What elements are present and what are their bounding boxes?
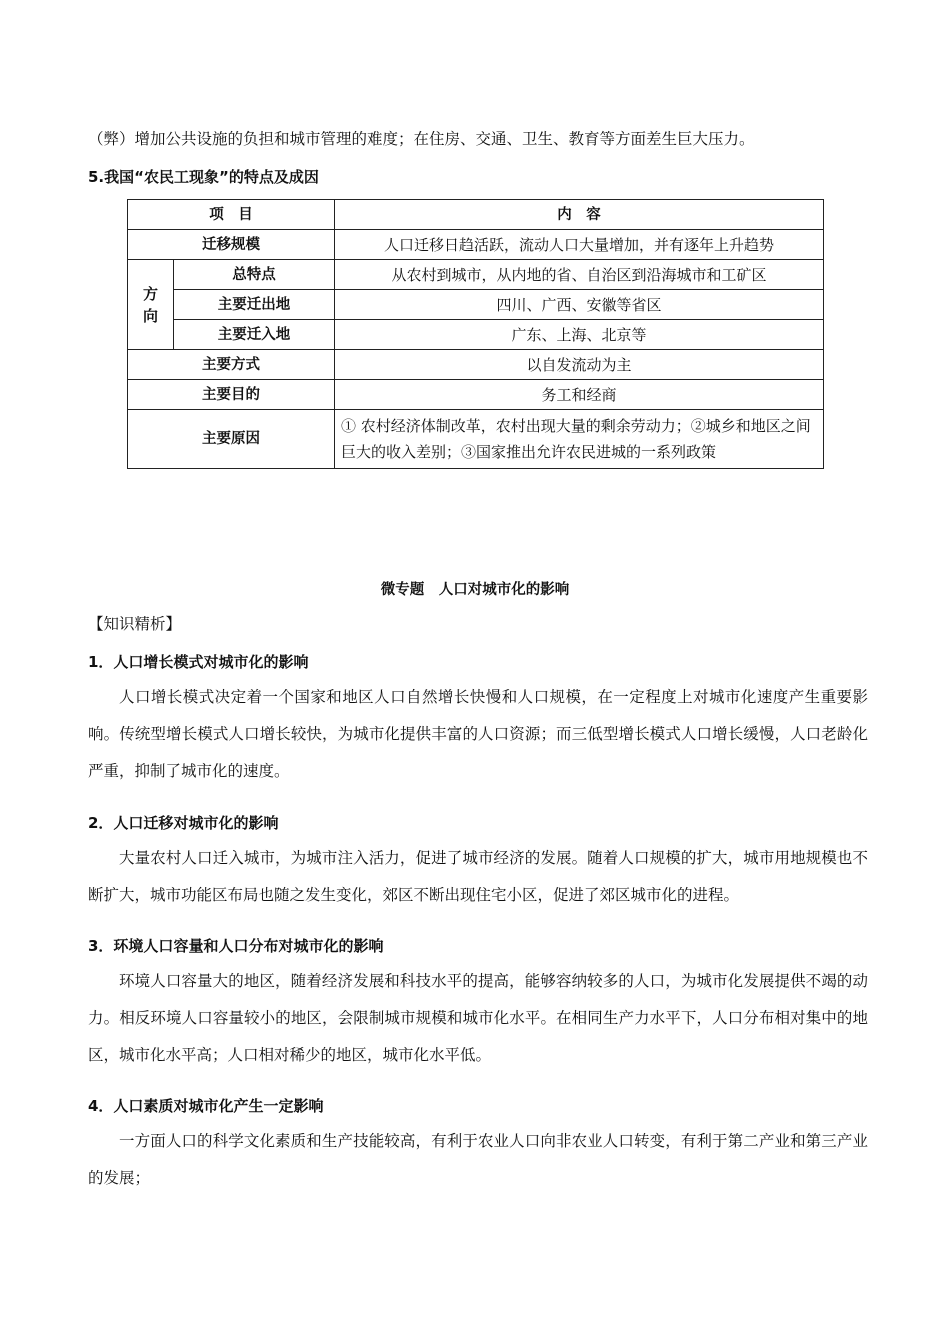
direction-text: 方向 — [143, 284, 159, 325]
scale-label: 迁移规模 — [128, 230, 335, 260]
section-body-1: 人口增长模式决定着一个国家和地区人口自然增长快慢和人口规模，在一定程度上对城市化速度产生重要影响。传统型增长模式人口增长较快，为城市化提供丰富的人口资源；而三低型增长模式人口增长缓慢，人口老龄化严重，抑制了城市化的速度。 — [88, 688, 868, 780]
out-label: 主要迁出地 — [174, 290, 335, 320]
migrant-worker-table — [127, 199, 824, 469]
purpose-value: 务工和经商 — [335, 380, 824, 410]
mode-value: 以自发流动为主 — [335, 350, 824, 380]
table-row — [128, 200, 824, 230]
section-body-4: 一方面人口的科学文化素质和生产技能较高，有利于农业人口向非农业人口转变，有利于第二产业和第三产业的发展； — [88, 1132, 868, 1187]
table-row — [128, 350, 824, 380]
table-row — [128, 230, 824, 260]
purpose-label: 主要目的 — [128, 380, 335, 410]
intro-line: （弊）增加公共设施的负担和城市管理的难度；在住房、交通、卫生、教育等方面差生巨大压力。 — [88, 130, 755, 148]
header-content: 内 容 — [335, 200, 824, 230]
section-body-3: 环境人口容量大的地区，随着经济发展和科技水平的提高，能够容纳较多的人口，为城市化发展提供不竭的动力。相反环境人口容量较小的地区，会限制城市规模和城市化水平。在相同生产力水平下，人口分布相对集中的地区，城市化水平高；人口相对稀少的地区，城市化水平低。 — [88, 972, 868, 1064]
out-value: 四川、广西、安徽等省区 — [335, 290, 824, 320]
section-title-2: 2．人口迁移对城市化的影响 — [88, 814, 279, 832]
overall-label: 总特点 — [174, 260, 335, 290]
section-title-3: 3．环境人口容量和人口分布对城市化的影响 — [88, 937, 384, 955]
section5-title: 5.我国“农民工现象”的特点及成因 — [88, 168, 319, 186]
scale-value: 人口迁移日趋活跃，流动人口大量增加，并有逐年上升趋势 — [335, 230, 824, 260]
table-row — [128, 410, 824, 469]
table-row — [128, 260, 824, 290]
table-row — [128, 290, 824, 320]
special-topic-title: 微专题 人口对城市化的影响 — [380, 582, 570, 598]
table-row — [128, 380, 824, 410]
reason-value: ① 农村经济体制改革，农村出现大量的剩余劳动力；②城乡和地区之间巨大的收入差别；③国家推出允许农民进城的一系列政策 — [335, 410, 824, 469]
direction-label — [128, 260, 174, 350]
reason-label: 主要原因 — [128, 410, 335, 469]
section-body-2: 大量农村人口迁入城市，为城市注入活力，促进了城市经济的发展。随着人口规模的扩大，城市用地规模也不断扩大，城市功能区布局也随之发生变化，郊区不断出现住宅小区，促进了郊区城市化的进程。 — [88, 849, 868, 904]
mode-label: 主要方式 — [128, 350, 335, 380]
table-row — [128, 320, 824, 350]
section-title-1: 1．人口增长模式对城市化的影响 — [88, 653, 309, 671]
in-label: 主要迁入地 — [174, 320, 335, 350]
knowledge-label: 【知识精析】 — [88, 615, 182, 633]
header-item: 项 目 — [128, 200, 335, 230]
in-value: 广东、上海、北京等 — [335, 320, 824, 350]
overall-value: 从农村到城市，从内地的省、自治区到沿海城市和工矿区 — [335, 260, 824, 290]
section-title-4: 4．人口素质对城市化产生一定影响 — [88, 1097, 324, 1115]
